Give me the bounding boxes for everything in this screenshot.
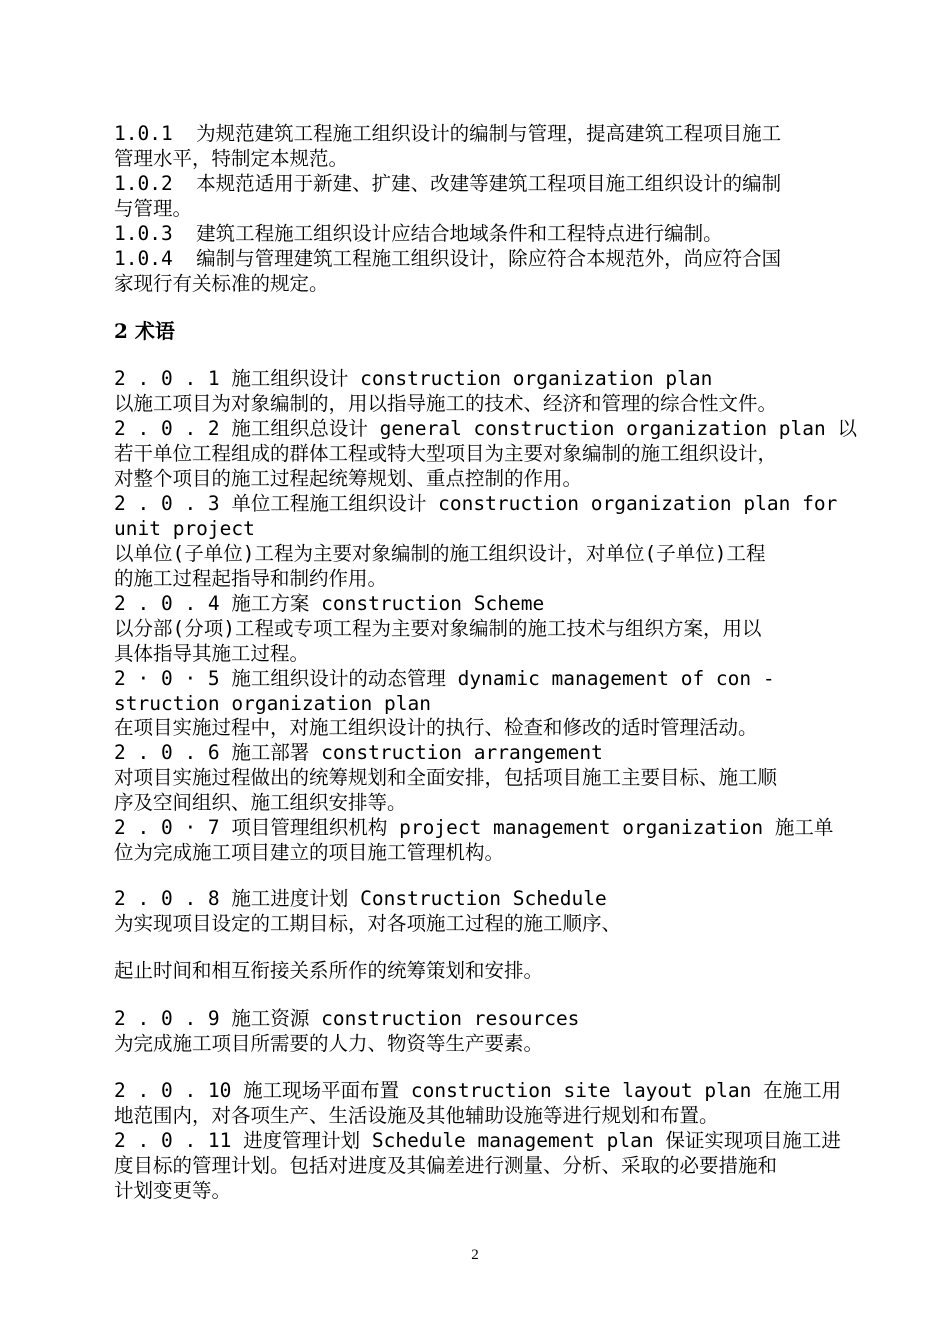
page-number: 2 <box>471 1247 479 1263</box>
text-line: 具体指导其施工过程。 <box>114 642 310 665</box>
text-line: 2 . 0 . 6 施工部署 construction arrangement <box>114 741 603 764</box>
text-line: 2 · 0 · 5 施工组织设计的动态管理 dynamic management of con - <box>114 667 775 690</box>
text-line: 2 . 0 . 3 单位工程施工组织设计 construction organization plan for <box>114 492 838 515</box>
text-line: 1.0.3 建筑工程施工组织设计应结合地域条件和工程特点进行编制。 <box>114 222 723 245</box>
text-line: unit project <box>114 517 255 540</box>
text-line: 以分部(分项)工程或专项工程为主要对象编制的施工技术与组织方案，用以 <box>114 617 762 640</box>
text-line: 2 . 0 . 10 施工现场平面布置 construction site layout plan 在施工用 <box>114 1079 842 1102</box>
text-line: 2 . 0 · 7 项目管理组织机构 project management organization 施工单 <box>114 816 834 839</box>
text-line: 2 . 0 . 4 施工方案 construction Scheme <box>114 592 545 615</box>
text-line: 序及空间组织、施工组织安排等。 <box>114 791 407 814</box>
text-line: 1.0.2 本规范适用于新建、扩建、改建等建筑工程项目施工组织设计的编制 <box>114 172 782 195</box>
text-line: 为完成施工项目所需要的人力、物资等生产要素。 <box>114 1032 544 1055</box>
text-line: 为实现项目设定的工期目标，对各项施工过程的施工顺序、 <box>114 912 622 935</box>
text-line: 以单位(子单位)工程为主要对象编制的施工组织设计，对单位(子单位)工程 <box>114 542 766 565</box>
text-line: 对项目实施过程做出的统筹规划和全面安排，包括项目施工主要目标、施工顺 <box>114 766 778 789</box>
text-line: 2 . 0 . 11 进度管理计划 Schedule management plan 保证实现项目施工进 <box>114 1129 841 1152</box>
text-line: 以施工项目为对象编制的，用以指导施工的技术、经济和管理的综合性文件。 <box>114 392 778 415</box>
section-heading: 2 术语 <box>114 319 175 343</box>
text-line: 1.0.4 编制与管理建筑工程施工组织设计，除应符合本规范外，尚应符合国 <box>114 247 782 270</box>
text-line: 2 . 0 . 1 施工组织设计 construction organization plan <box>114 367 713 390</box>
text-line: 2 . 0 . 2 施工组织总设计 general construction organization plan 以 <box>114 417 857 440</box>
text-line: struction organization plan <box>114 692 431 715</box>
text-line: 起止时间和相互衔接关系所作的统筹策划和安排。 <box>114 959 544 982</box>
text-line: 度目标的管理计划。包括对进度及其偏差进行测量、分析、采取的必要措施和 <box>114 1154 778 1177</box>
text-line: 2 . 0 . 8 施工进度计划 Construction Schedule <box>114 887 607 910</box>
text-line: 的施工过程起指导和制约作用。 <box>114 567 388 590</box>
text-line: 家现行有关标准的规定。 <box>114 272 329 295</box>
text-line: 2 . 0 . 9 施工资源 construction resources <box>114 1007 580 1030</box>
text-line: 在项目实施过程中，对施工组织设计的执行、检查和修改的适时管理活动。 <box>114 716 758 739</box>
text-line: 1.0.1 为规范建筑工程施工组织设计的编制与管理，提高建筑工程项目施工 <box>114 122 782 145</box>
text-line: 计划变更等。 <box>114 1179 232 1202</box>
text-line: 管理水平，特制定本规范。 <box>114 147 349 170</box>
text-line: 地范围内，对各项生产、生活设施及其他辅助设施等进行规划和布置。 <box>114 1104 719 1127</box>
text-line: 与管理。 <box>114 197 193 220</box>
text-line: 若干单位工程组成的群体工程或特大型项目为主要对象编制的施工组织设计， <box>114 442 778 465</box>
text-line: 位为完成施工项目建立的项目施工管理机构。 <box>114 841 505 864</box>
text-line: 对整个项目的施工过程起统筹规划、重点控制的作用。 <box>114 467 583 490</box>
